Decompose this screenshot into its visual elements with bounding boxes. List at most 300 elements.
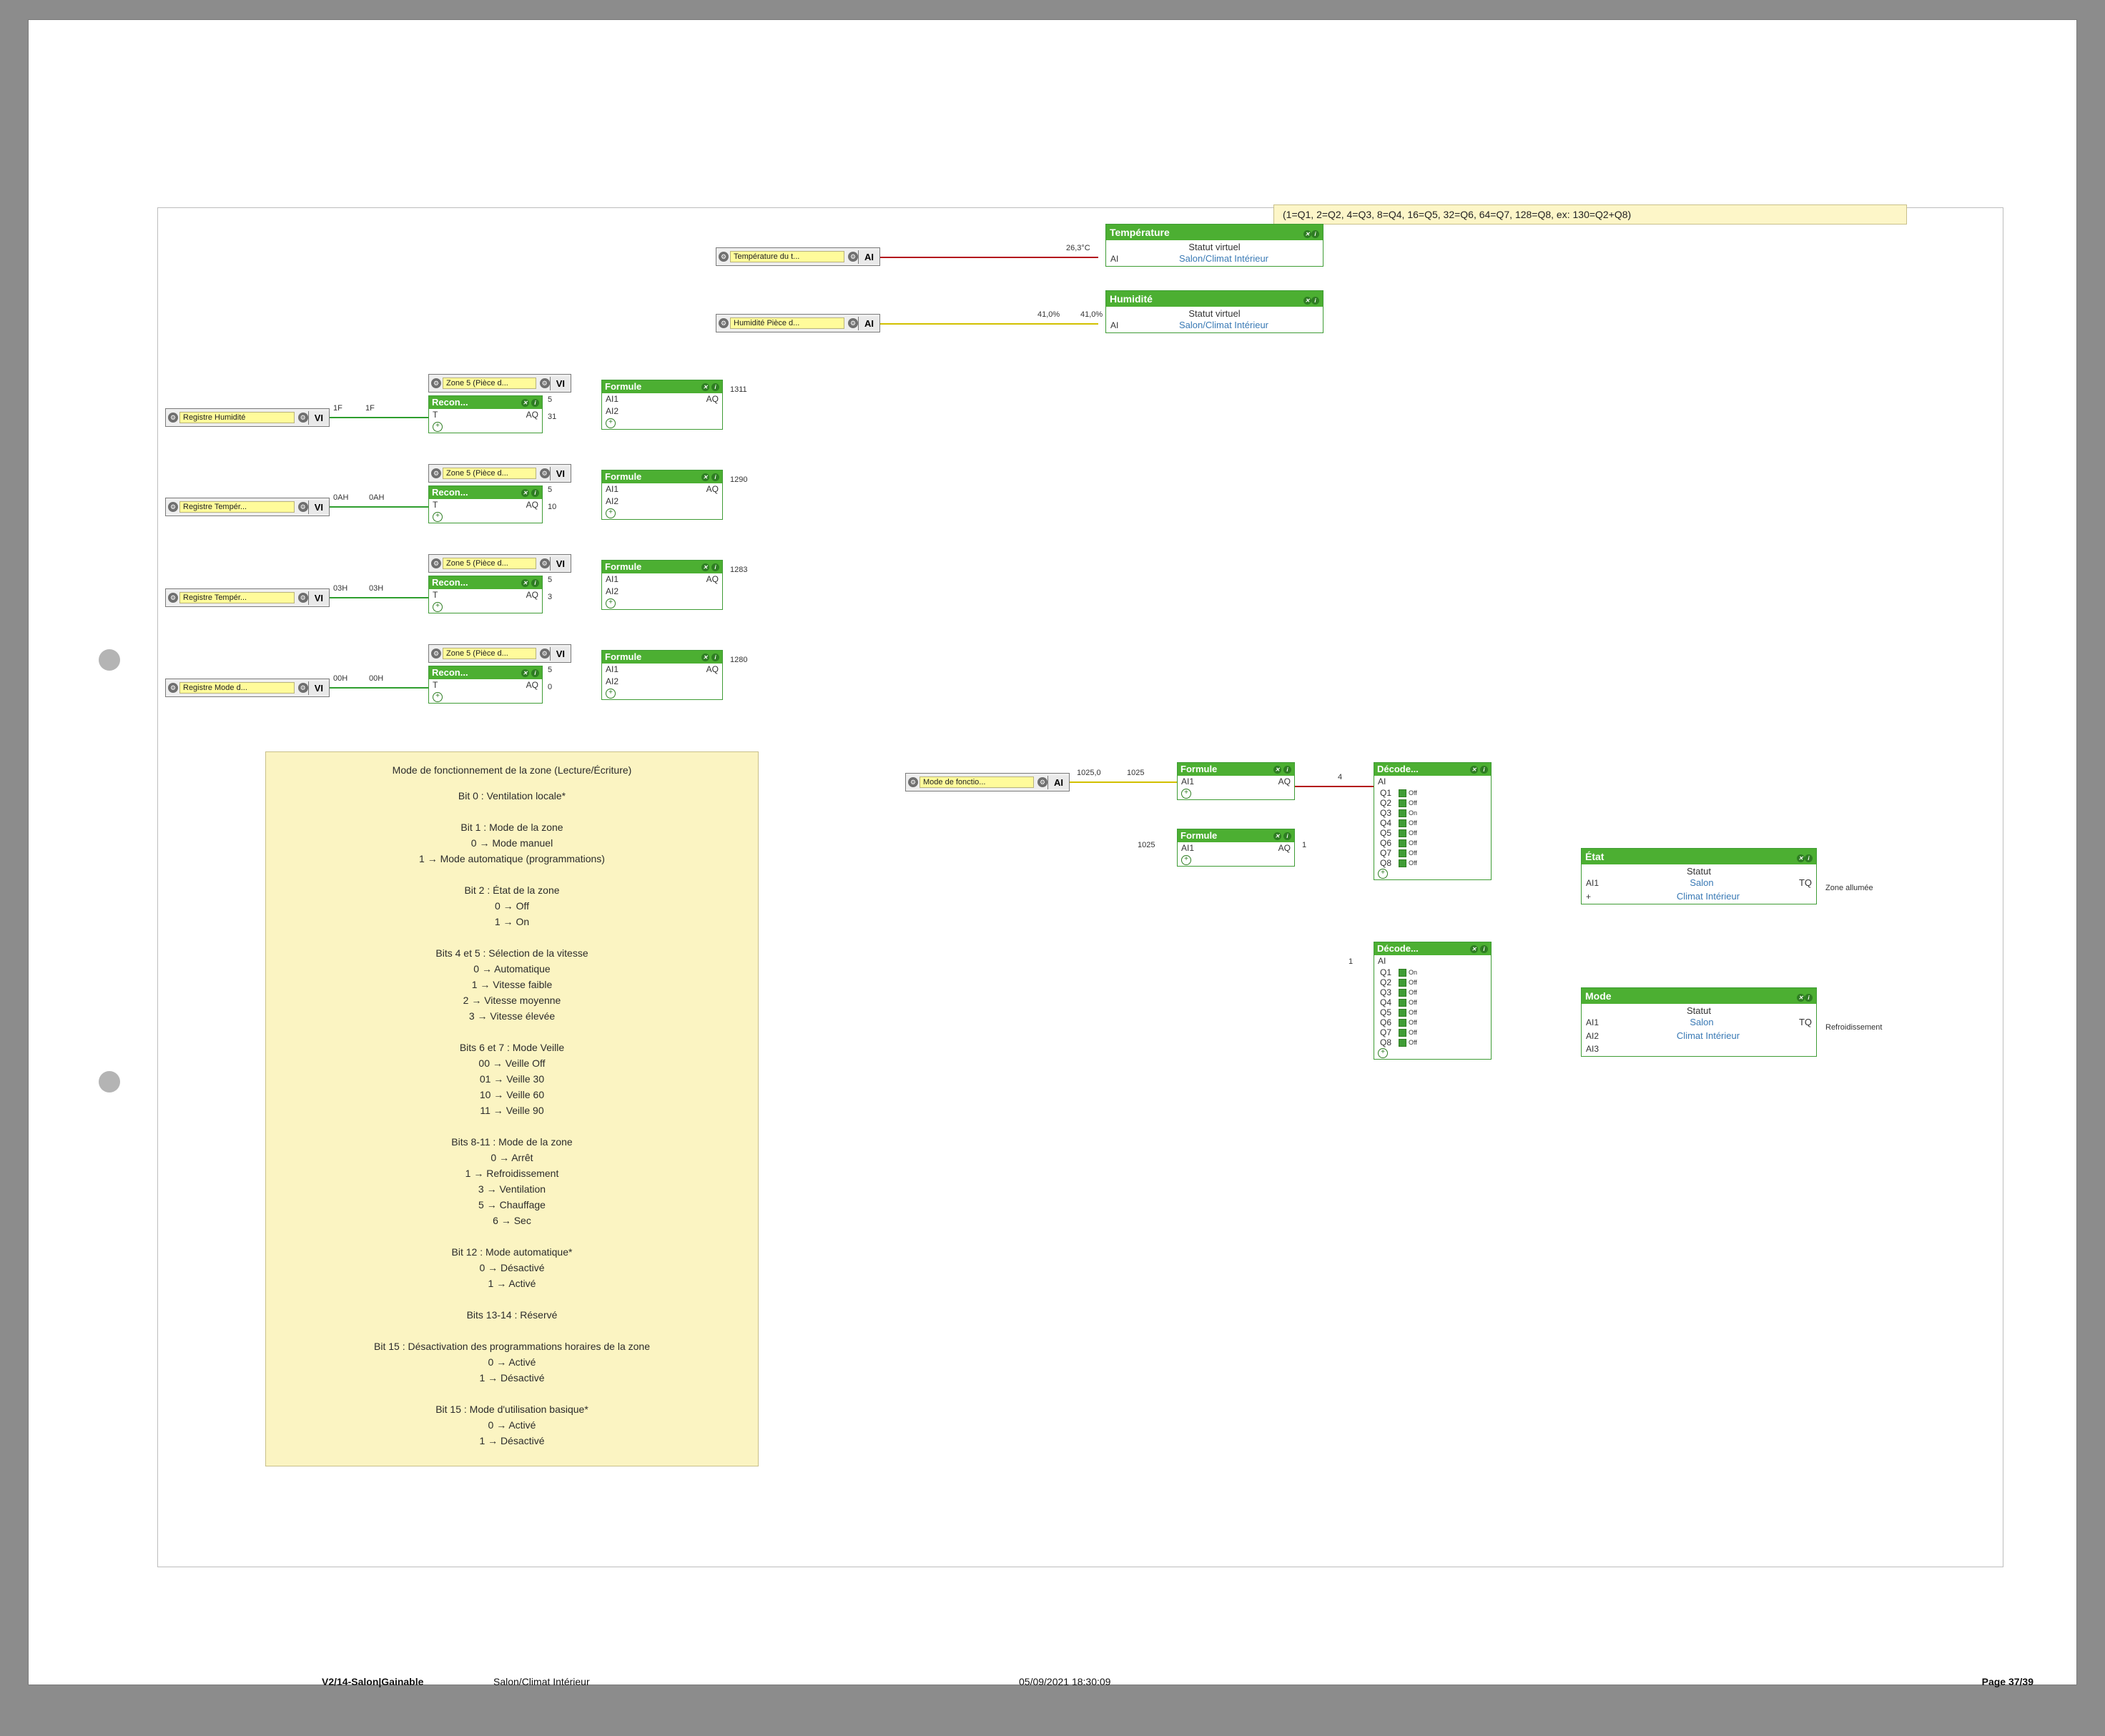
humidity-tag-port: AI: [858, 317, 879, 330]
register-tag[interactable]: [165, 588, 330, 607]
formula-result: 1280: [730, 656, 748, 664]
formula-row-2: [602, 495, 722, 508]
header-controls[interactable]: [521, 399, 539, 407]
recon-add[interactable]: [429, 601, 542, 613]
formula-bottom-row: [1178, 842, 1294, 854]
mode-subtitle: Statut: [1687, 1005, 1711, 1016]
decoder-bottom-header: [1374, 942, 1491, 955]
decoder-output-pin[interactable]: [1399, 839, 1406, 847]
settings-icon[interactable]: ⚙: [540, 558, 550, 568]
formula-block[interactable]: [601, 650, 723, 700]
decoder-top-outputs: [1374, 788, 1491, 868]
header-controls[interactable]: [1273, 832, 1291, 840]
note-line: 01 → Veille 30: [479, 1073, 545, 1085]
temperature-wire-value: 26,3°C: [1066, 244, 1090, 252]
decoder-output-row: [1374, 997, 1491, 1007]
mode-pin-3: AI3: [1586, 1044, 1599, 1054]
close-icon[interactable]: ✕: [521, 579, 529, 587]
decoder-output-state: On: [1409, 969, 1418, 976]
formula-row-1: [602, 664, 722, 676]
formula-title: Formule: [605, 561, 642, 572]
header-controls[interactable]: [701, 563, 719, 571]
header-controls[interactable]: [521, 579, 539, 587]
gear-icon[interactable]: ⚙: [719, 252, 729, 262]
plus-icon[interactable]: +: [606, 418, 616, 428]
mode-source-value: 1025,0: [1077, 769, 1101, 777]
header-controls[interactable]: [701, 654, 719, 661]
note-line: Bit 15 : Désactivation des programmations horaires de la zone: [374, 1341, 650, 1352]
close-icon[interactable]: ✕: [701, 473, 709, 481]
decoder-output-pin[interactable]: [1399, 999, 1406, 1007]
info-icon[interactable]: i: [1480, 766, 1488, 774]
header-controls[interactable]: [521, 669, 539, 677]
decoder-output-state: Off: [1409, 819, 1417, 827]
humidity-status-pin: AI: [1110, 320, 1119, 330]
close-icon[interactable]: ✕: [1470, 945, 1478, 953]
mode-pin-2: AI2: [1586, 1030, 1599, 1041]
gear-icon[interactable]: ⚙: [168, 413, 178, 423]
info-icon[interactable]: i: [1283, 832, 1291, 840]
decoder-output-row: [1374, 828, 1491, 838]
info-icon[interactable]: i: [711, 473, 719, 481]
close-icon[interactable]: ✕: [521, 489, 529, 497]
decoder-output-state: Off: [1409, 789, 1417, 797]
close-icon[interactable]: ✕: [1470, 766, 1478, 774]
close-icon[interactable]: ✕: [1273, 766, 1281, 774]
decoder-bottom-add[interactable]: [1374, 1047, 1491, 1059]
decoder-output-label: Q3: [1380, 808, 1392, 818]
recon-block[interactable]: [428, 485, 543, 523]
etat-line-1: Salon: [1690, 877, 1714, 888]
formula-bottom-add[interactable]: [1178, 854, 1294, 866]
close-icon[interactable]: ✕: [521, 399, 529, 407]
decoder-output-state: Off: [1409, 989, 1417, 996]
mode-source-port: AI: [1047, 776, 1069, 789]
humidity-wire-value: 41,0%: [1037, 310, 1060, 319]
recon-input-label: T: [433, 680, 438, 690]
decoder-output-label: Q1: [1380, 967, 1392, 977]
note-line: 1 → Désactivé: [479, 1372, 545, 1384]
decoder-output-pin[interactable]: [1399, 969, 1406, 977]
register-wire-value2: 1F: [365, 404, 375, 413]
etat-subtitle: Statut: [1687, 866, 1711, 877]
decoder-output-label: Q3: [1380, 987, 1392, 997]
info-icon[interactable]: i: [531, 489, 539, 497]
decoder-bottom-in: 1: [1349, 957, 1354, 966]
mode-header: [1582, 988, 1816, 1004]
close-icon[interactable]: ✕: [521, 669, 529, 677]
header-controls[interactable]: [1303, 227, 1319, 238]
decoder-output-pin[interactable]: [1399, 1039, 1406, 1047]
formula-output: AQ: [706, 664, 719, 674]
temperature-status-row: [1106, 252, 1323, 266]
close-icon[interactable]: ✕: [1303, 297, 1311, 305]
header-controls[interactable]: [521, 489, 539, 497]
formula-bottom-input: AI1: [1181, 843, 1195, 853]
decoder-output-pin[interactable]: [1399, 1019, 1406, 1027]
close-icon[interactable]: ✕: [701, 654, 709, 661]
recon-input-label: T: [433, 500, 438, 510]
binder-hole-top: [99, 649, 120, 671]
decoder-output-label: Q8: [1380, 858, 1392, 868]
zone-tag-label: Zone 5 (Pièce d...: [443, 378, 536, 389]
mode-row-2: [1582, 1030, 1816, 1043]
decoder-output-pin[interactable]: [1399, 1009, 1406, 1017]
note-line: [273, 1118, 751, 1134]
info-icon[interactable]: i: [1805, 994, 1813, 1002]
gear-icon[interactable]: ⚙: [719, 318, 729, 328]
formula-header: [602, 561, 722, 573]
decoder-output-pin[interactable]: [1399, 989, 1406, 997]
recon-add[interactable]: [429, 691, 542, 703]
formula-add[interactable]: [602, 598, 722, 609]
note-line: 1 → Mode automatique (programmations): [419, 853, 605, 864]
gear-icon[interactable]: ⚙: [168, 502, 178, 512]
decoder-top-block[interactable]: [1374, 762, 1492, 880]
note-line: Bit 12 : Mode automatique*: [451, 1246, 573, 1258]
decoder-output-pin[interactable]: [1399, 829, 1406, 837]
register-wire-value: 03H: [333, 584, 348, 593]
zone-out-value: 5: [548, 576, 553, 584]
note-line: 0 → Mode manuel: [470, 837, 553, 849]
decoder-bottom-input-row: [1374, 955, 1491, 967]
mode-source-tag[interactable]: [905, 773, 1070, 791]
recon-add[interactable]: [429, 421, 542, 433]
etat-title: État: [1585, 851, 1604, 862]
info-icon[interactable]: i: [1311, 230, 1319, 238]
formula-block[interactable]: [601, 470, 723, 520]
info-icon[interactable]: i: [531, 579, 539, 587]
close-icon[interactable]: ✕: [701, 383, 709, 391]
formula-bottom-in: 1025: [1138, 841, 1155, 849]
mode-block[interactable]: [1581, 987, 1817, 1057]
header-controls[interactable]: [1303, 293, 1319, 305]
close-icon[interactable]: ✕: [701, 563, 709, 571]
info-icon[interactable]: i: [711, 654, 719, 661]
zone-tag-label: Zone 5 (Pièce d...: [443, 558, 536, 569]
wire-humidity: [880, 323, 1098, 325]
recon-header: [429, 486, 542, 499]
humidity-status-subtitle: Statut virtuel: [1188, 308, 1241, 319]
gear-icon[interactable]: ⚙: [431, 468, 441, 478]
zone-tag-label: Zone 5 (Pièce d...: [443, 468, 536, 479]
decoder-output-pin[interactable]: [1399, 849, 1406, 857]
plus-icon[interactable]: +: [433, 512, 443, 522]
temperature-status-subtitle: Statut virtuel: [1188, 242, 1241, 252]
footer-timestamp: 05/09/2021 18:30:09: [1019, 1676, 1111, 1687]
humidity-tag[interactable]: [716, 314, 880, 332]
humidity-wire-value2: 41,0%: [1080, 310, 1103, 319]
decoder-bottom-input: AI: [1378, 956, 1386, 966]
gear-icon[interactable]: ⚙: [431, 378, 441, 388]
header-controls[interactable]: [1470, 766, 1488, 774]
zone-out-value: 5: [548, 485, 553, 494]
plus-icon[interactable]: +: [606, 598, 616, 608]
humidity-tag-label: Humidité Pièce d...: [730, 317, 844, 329]
decoder-top-header: [1374, 763, 1491, 776]
zone-tag[interactable]: [428, 464, 571, 483]
decoder-output-state: Off: [1409, 859, 1417, 867]
settings-icon[interactable]: ⚙: [1037, 777, 1047, 787]
recon-out-value: 0: [548, 683, 553, 691]
recon-row: [429, 409, 542, 421]
recon-block[interactable]: [428, 395, 543, 433]
decoder-bottom-block[interactable]: [1374, 942, 1492, 1060]
etat-plus[interactable]: +: [1586, 891, 1592, 902]
zone-tag[interactable]: [428, 644, 571, 663]
etat-pin-1: AI1: [1586, 877, 1599, 888]
temperature-status-header: [1106, 225, 1323, 240]
settings-icon[interactable]: ⚙: [848, 318, 858, 328]
decoder-output-pin[interactable]: [1399, 859, 1406, 867]
formula-input-2: AI2: [606, 406, 619, 416]
register-tag[interactable]: [165, 498, 330, 516]
temperature-tag[interactable]: [716, 247, 880, 266]
formula-output: AQ: [706, 394, 719, 404]
formula-row-1: [602, 573, 722, 586]
info-icon[interactable]: i: [1805, 854, 1813, 862]
register-tag-port: VI: [308, 411, 329, 425]
register-wire-value2: 03H: [369, 584, 384, 593]
register-tag-label: Registre Tempér...: [179, 501, 295, 513]
wire-formula-top: [1295, 786, 1374, 787]
recon-output-label: AQ: [526, 410, 538, 420]
wire-register-2: [330, 506, 430, 508]
decoder-output-state: Off: [1409, 1019, 1417, 1026]
plus-icon[interactable]: +: [433, 602, 443, 612]
info-icon[interactable]: i: [1283, 766, 1291, 774]
info-icon[interactable]: i: [1311, 297, 1319, 305]
formula-add[interactable]: [602, 688, 722, 699]
recon-row: [429, 589, 542, 601]
settings-icon[interactable]: ⚙: [848, 252, 858, 262]
formula-input-2: AI2: [606, 586, 619, 596]
close-icon[interactable]: ✕: [1273, 832, 1281, 840]
header-controls[interactable]: [1797, 851, 1813, 862]
recon-header: [429, 666, 542, 679]
recon-block[interactable]: [428, 666, 543, 704]
decoder-output-state: Off: [1409, 999, 1417, 1006]
wire-register-1: [330, 417, 430, 418]
info-icon[interactable]: i: [531, 399, 539, 407]
wire-temperature: [880, 257, 1098, 258]
footer-page: Page 37/39: [1981, 1676, 2033, 1687]
diagram-canvas: [157, 207, 2003, 1567]
formula-input-1: AI1: [606, 394, 619, 404]
mode-note-box: [265, 751, 759, 1466]
note-line: 1 → Activé: [488, 1278, 536, 1289]
humidity-status-block[interactable]: [1105, 290, 1323, 333]
plus-icon[interactable]: +: [1378, 869, 1388, 879]
wire-mode-source: [1070, 781, 1177, 783]
mode-row-3: [1582, 1043, 1816, 1056]
recon-title: Recon...: [432, 577, 468, 588]
recon-output-label: AQ: [526, 680, 538, 690]
mode-line-2: Climat Intérieur: [1676, 1030, 1740, 1041]
note-content: [273, 762, 751, 1449]
info-icon[interactable]: i: [1480, 945, 1488, 953]
gear-icon[interactable]: ⚙: [431, 648, 441, 659]
mode-row-1: [1582, 1016, 1816, 1030]
decoder-bottom-outputs: [1374, 967, 1491, 1047]
note-line: 0 → Désactivé: [479, 1262, 545, 1273]
decoder-output-label: Q6: [1380, 1017, 1392, 1027]
formula-bottom-out: 1: [1302, 841, 1307, 849]
formula-top-block[interactable]: [1177, 762, 1295, 800]
gear-icon[interactable]: ⚙: [168, 593, 178, 603]
recon-out-value: 10: [548, 503, 557, 511]
plus-icon[interactable]: +: [1181, 789, 1191, 799]
plus-icon[interactable]: +: [606, 689, 616, 699]
etat-block[interactable]: [1581, 848, 1817, 904]
recon-title: Recon...: [432, 397, 468, 408]
decoder-output-label: Q7: [1380, 1027, 1392, 1037]
zone-tag[interactable]: [428, 374, 571, 393]
formula-bottom-title: Formule: [1180, 830, 1218, 841]
note-line: Bit 0 : Ventilation locale*: [458, 790, 566, 802]
formula-top-output: AQ: [1278, 776, 1291, 786]
recon-block[interactable]: [428, 576, 543, 613]
close-icon[interactable]: ✕: [1797, 994, 1805, 1002]
header-controls[interactable]: [701, 383, 719, 391]
info-icon[interactable]: i: [531, 669, 539, 677]
formula-bottom-block[interactable]: [1177, 829, 1295, 867]
note-line: Bit 1 : Mode de la zone: [460, 822, 563, 833]
recon-out-value: 3: [548, 593, 553, 601]
info-icon[interactable]: i: [711, 563, 719, 571]
decoder-top-title: Décode...: [1377, 764, 1419, 774]
recon-output-label: AQ: [526, 590, 538, 600]
formula-header: [602, 380, 722, 393]
note-line: [273, 867, 751, 882]
settings-icon[interactable]: ⚙: [540, 468, 550, 478]
decoder-output-row: [1374, 858, 1491, 868]
mode-source-label: Mode de fonctio...: [920, 776, 1034, 788]
legend-box: [1273, 204, 1907, 225]
register-tag-label: Registre Humidité: [179, 412, 295, 423]
recon-row: [429, 679, 542, 691]
note-line: 0 → Arrêt: [490, 1152, 533, 1163]
etat-row-2: [1582, 890, 1816, 904]
decoder-output-pin[interactable]: [1399, 809, 1406, 817]
decoder-output-pin[interactable]: [1399, 979, 1406, 987]
decoder-output-label: Q6: [1380, 838, 1392, 848]
info-icon[interactable]: i: [711, 383, 719, 391]
formula-add[interactable]: [602, 418, 722, 429]
temperature-status-title: Température: [1110, 227, 1170, 238]
etat-line-2: Climat Intérieur: [1676, 891, 1740, 902]
document-page: [29, 20, 2076, 1685]
formula-row-2: [602, 586, 722, 598]
formula-block[interactable]: [601, 380, 723, 430]
temperature-status-block[interactable]: [1105, 224, 1323, 267]
settings-icon[interactable]: ⚙: [540, 648, 550, 659]
formula-result: 1290: [730, 475, 748, 484]
recon-add[interactable]: [429, 511, 542, 523]
formula-header: [602, 470, 722, 483]
gear-icon[interactable]: ⚙: [908, 777, 918, 787]
plus-icon[interactable]: +: [606, 508, 616, 518]
formula-input-2: AI2: [606, 496, 619, 506]
decoder-output-state: Off: [1409, 979, 1417, 986]
header-controls[interactable]: [701, 473, 719, 481]
decoder-top-add[interactable]: [1374, 868, 1491, 879]
decoder-output-label: Q2: [1380, 798, 1392, 808]
decoder-output-state: On: [1409, 809, 1418, 817]
mode-pin-1: AI1: [1586, 1017, 1599, 1027]
decoder-output-state: Off: [1409, 799, 1417, 807]
settings-icon[interactable]: ⚙: [298, 683, 308, 693]
plus-icon[interactable]: +: [1181, 855, 1191, 865]
decoder-output-row: [1374, 1007, 1491, 1017]
formula-result: 1283: [730, 566, 748, 574]
register-tag[interactable]: [165, 679, 330, 697]
decoder-output-row: [1374, 977, 1491, 987]
formula-add[interactable]: [602, 508, 722, 519]
note-line: 3 → Vitesse élevée: [468, 1010, 556, 1022]
formula-block[interactable]: [601, 560, 723, 610]
note-line: [273, 1291, 751, 1307]
plus-icon[interactable]: +: [1378, 1048, 1388, 1058]
zone-tag[interactable]: [428, 554, 571, 573]
recon-output-label: AQ: [526, 500, 538, 510]
note-line: 0 → Activé: [488, 1356, 536, 1368]
gear-icon[interactable]: ⚙: [168, 683, 178, 693]
decoder-output-state: Off: [1409, 849, 1417, 857]
settings-icon[interactable]: ⚙: [298, 413, 308, 423]
decoder-output-pin[interactable]: [1399, 789, 1406, 797]
mode-out-label: Refroidissement: [1825, 1023, 1883, 1032]
gear-icon[interactable]: ⚙: [431, 558, 441, 568]
decoder-output-pin[interactable]: [1399, 1029, 1406, 1037]
decoder-output-label: Q8: [1380, 1037, 1392, 1047]
decoder-output-row: [1374, 848, 1491, 858]
settings-icon[interactable]: ⚙: [298, 593, 308, 603]
zone-tag-port: VI: [550, 467, 571, 480]
settings-icon[interactable]: ⚙: [298, 502, 308, 512]
recon-input-label: T: [433, 410, 438, 420]
decoder-output-pin[interactable]: [1399, 819, 1406, 827]
register-tag[interactable]: [165, 408, 330, 427]
note-line: [273, 1386, 751, 1401]
zone-out-value: 5: [548, 395, 553, 404]
decoder-output-label: Q5: [1380, 828, 1392, 838]
register-wire-value: 00H: [333, 674, 348, 683]
formula-top-add[interactable]: [1178, 788, 1294, 799]
mode-line-1: Salon: [1690, 1017, 1714, 1027]
header-controls[interactable]: [1797, 990, 1813, 1002]
note-line: [273, 1024, 751, 1040]
decoder-output-state: Off: [1409, 1039, 1417, 1046]
plus-icon[interactable]: +: [433, 422, 443, 432]
note-line: Bit 15 : Mode d'utilisation basique*: [435, 1404, 588, 1415]
decoder-output-pin[interactable]: [1399, 799, 1406, 807]
formula-bottom-header: [1178, 829, 1294, 842]
zone-tag-port: VI: [550, 557, 571, 571]
legend-text: (1=Q1, 2=Q2, 4=Q3, 8=Q4, 16=Q5, 32=Q6, 64=Q7, 128=Q8, ex: 130=Q2+Q8): [1283, 209, 1632, 220]
close-icon[interactable]: ✕: [1797, 854, 1805, 862]
wire-register-3: [330, 597, 430, 598]
close-icon[interactable]: ✕: [1303, 230, 1311, 238]
decoder-output-row: [1374, 818, 1491, 828]
register-tag-port: VI: [308, 681, 329, 695]
etat-port: TQ: [1798, 877, 1812, 888]
header-controls[interactable]: [1470, 945, 1488, 953]
mode-source-value2: 1025: [1127, 769, 1145, 777]
header-controls[interactable]: [1273, 766, 1291, 774]
settings-icon[interactable]: ⚙: [540, 378, 550, 388]
plus-icon[interactable]: +: [433, 692, 443, 702]
